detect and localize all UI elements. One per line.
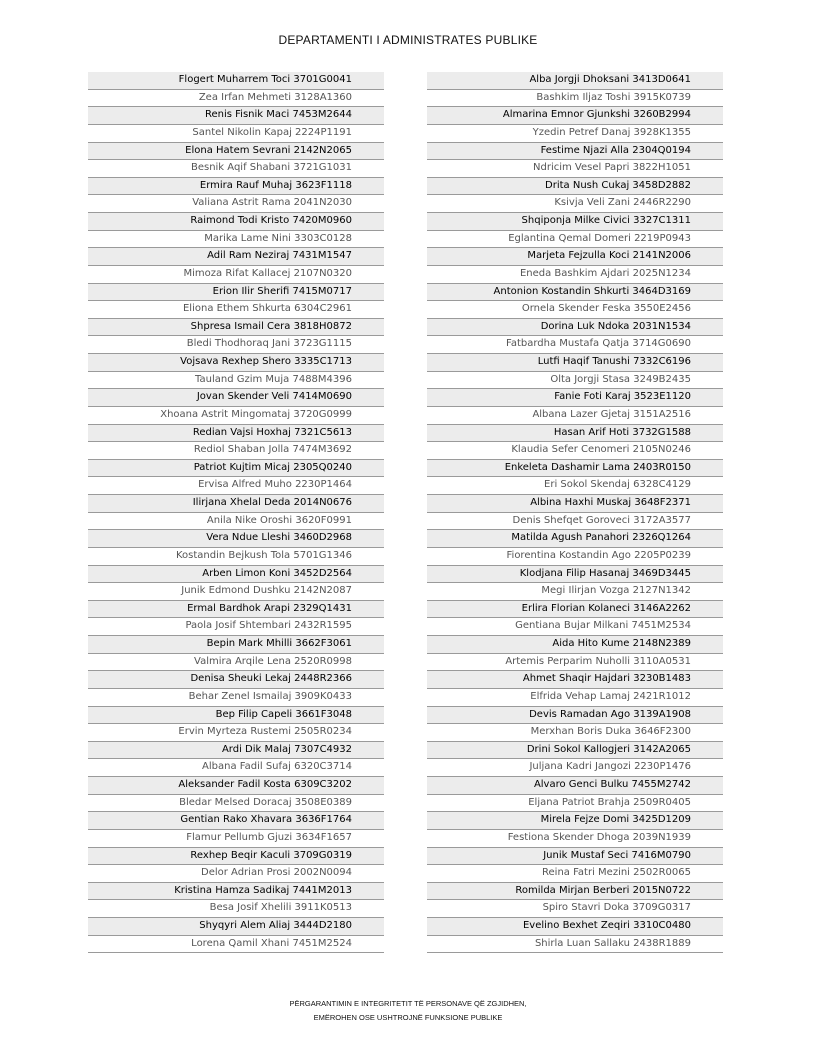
list-item: Hasan Arif Hoti 3732G1588: [427, 425, 723, 443]
list-item: Bepin Mark Mhilli 3662F3061: [88, 636, 384, 654]
list-item: Valmira Arqile Lena 2520R0998: [88, 654, 384, 672]
list-item: Bledar Melsed Doracaj 3508E0389: [88, 795, 384, 813]
list-item: Festime Njazi Alla 2304Q0194: [427, 143, 723, 161]
list-item: Bep Filip Capeli 3661F3048: [88, 707, 384, 725]
list-item: Evelino Bexhet Zeqiri 3310C0480: [427, 918, 723, 936]
list-item: Junik Edmond Dushku 2142N2087: [88, 583, 384, 601]
list-item: Drita Nush Cukaj 3458D2882: [427, 178, 723, 196]
footer-line-1: PËRGARANTIMIN E INTEGRITETIT TË PERSONAVE QË ZGJIDHEN,: [289, 999, 527, 1008]
list-item: Ardi Dik Malaj 7307C4932: [88, 742, 384, 760]
list-item: Almarina Emnor Gjunkshi 3260B2994: [427, 107, 723, 125]
list-item: Xhoana Astrit Mingomataj 3720G0999: [88, 407, 384, 425]
list-item: Devis Ramadan Ago 3139A1908: [427, 707, 723, 725]
list-item: Besnik Aqif Shabani 3721G1031: [88, 160, 384, 178]
list-item: Ermal Bardhok Arapi 2329Q1431: [88, 601, 384, 619]
list-item: Eneda Bashkim Ajdari 2025N1234: [427, 266, 723, 284]
list-item: Denisa Sheuki Lekaj 2448R2366: [88, 671, 384, 689]
list-item: Klodjana Filip Hasanaj 3469D3445: [427, 566, 723, 584]
list-item: Santel Nikolin Kapaj 2224P1191: [88, 125, 384, 143]
list-item: Bashkim Iljaz Toshi 3915K0739: [427, 90, 723, 108]
list-item: Ermira Rauf Muhaj 3623F1118: [88, 178, 384, 196]
list-item: Adil Ram Neziraj 7431M1547: [88, 248, 384, 266]
list-item: Shqiponja Milke Civici 3327C1311: [427, 213, 723, 231]
list-item: Merxhan Boris Duka 3646F2300: [427, 724, 723, 742]
list-item: Mimoza Rifat Kallacej 2107N0320: [88, 266, 384, 284]
list-item: Eglantina Qemal Domeri 2219P0943: [427, 231, 723, 249]
list-item: Jovan Skender Veli 7414M0690: [88, 389, 384, 407]
list-item: Yzedin Petref Danaj 3928K1355: [427, 125, 723, 143]
list-item: Raimond Todi Kristo 7420M0960: [88, 213, 384, 231]
list-item: Albina Haxhi Muskaj 3648F2371: [427, 495, 723, 513]
list-item: Olta Jorgji Stasa 3249B2435: [427, 372, 723, 390]
list-item: Drini Sokol Kallogjeri 3142A2065: [427, 742, 723, 760]
list-item: Gentiana Bujar Milkani 7451M2534: [427, 618, 723, 636]
list-item: Eri Sokol Skendaj 6328C4129: [427, 477, 723, 495]
list-item: Rexhep Beqir Kaculi 3709G0319: [88, 848, 384, 866]
list-item: Delor Adrian Prosi 2002N0094: [88, 865, 384, 883]
list-item: Erion Ilir Sherifi 7415M0717: [88, 284, 384, 302]
list-item: Albana Lazer Gjetaj 3151A2516: [427, 407, 723, 425]
right-name-list: [427, 72, 723, 953]
list-item: Alvaro Genci Bulku 7455M2742: [427, 777, 723, 795]
list-item: Elfrida Vehap Lamaj 2421R1012: [427, 689, 723, 707]
list-item: Shyqyri Alem Aliaj 3444D2180: [88, 918, 384, 936]
left-name-list: [88, 72, 384, 953]
list-item: Tauland Gzim Muja 7488M4396: [88, 372, 384, 390]
list-item: Fanie Foti Karaj 3523E1120: [427, 389, 723, 407]
list-item: Artemis Perparim Nuholli 3110A0531: [427, 654, 723, 672]
list-item: Marjeta Fejzulla Koci 2141N2006: [427, 248, 723, 266]
list-item: Eliona Ethem Shkurta 6304C2961: [88, 301, 384, 319]
list-item: Dorina Luk Ndoka 2031N1534: [427, 319, 723, 337]
list-item: Flamur Pellumb Gjuzi 3634F1657: [88, 830, 384, 848]
list-item: Ahmet Shaqir Hajdari 3230B1483: [427, 671, 723, 689]
list-item: Paola Josif Shtembari 2432R1595: [88, 618, 384, 636]
list-item: Enkeleta Dashamir Lama 2403R0150: [427, 460, 723, 478]
list-item: Lutfi Haqif Tanushi 7332C6196: [427, 354, 723, 372]
list-item: Ndricim Vesel Papri 3822H1051: [427, 160, 723, 178]
list-item: Kostandin Bejkush Tola 5701G1346: [88, 548, 384, 566]
list-item: Ervisa Alfred Muho 2230P1464: [88, 477, 384, 495]
list-item: Elona Hatem Sevrani 2142N2065: [88, 143, 384, 161]
list-item: Ilirjana Xhelal Deda 2014N0676: [88, 495, 384, 513]
list-item: Alba Jorgji Dhoksani 3413D0641: [427, 72, 723, 90]
list-item: Renis Fisnik Maci 7453M2644: [88, 107, 384, 125]
list-item: Ksivja Veli Zani 2446R2290: [427, 195, 723, 213]
list-item: Albana Fadil Sufaj 6320C3714: [88, 759, 384, 777]
list-item: Zea Irfan Mehmeti 3128A1360: [88, 90, 384, 108]
page-title: DEPARTAMENTI I ADMINISTRATES PUBLIKE: [278, 33, 538, 47]
list-item: Romilda Mirjan Berberi 2015N0722: [427, 883, 723, 901]
list-item: Marika Lame Nini 3303C0128: [88, 231, 384, 249]
list-item: Eljana Patriot Brahja 2509R0405: [427, 795, 723, 813]
list-item: Anila Nike Oroshi 3620F0991: [88, 513, 384, 531]
list-item: Lorena Qamil Xhani 7451M2524: [88, 936, 384, 954]
list-item: Ervin Myrteza Rustemi 2505R0234: [88, 724, 384, 742]
list-item: Festiona Skender Dhoga 2039N1939: [427, 830, 723, 848]
list-item: Shpresa Ismail Cera 3818H0872: [88, 319, 384, 337]
list-item: Erlira Florian Kolaneci 3146A2262: [427, 601, 723, 619]
list-item: Vojsava Rexhep Shero 3335C1713: [88, 354, 384, 372]
list-item: Arben Limon Koni 3452D2564: [88, 566, 384, 584]
list-item: Redian Vajsi Hoxhaj 7321C5613: [88, 425, 384, 443]
footer-line-2: EMËROHEN OSE USHTROJNË FUNKSIONE PUBLIKE: [313, 1013, 503, 1022]
list-item: Matilda Agush Panahori 2326Q1264: [427, 530, 723, 548]
list-item: Valiana Astrit Rama 2041N2030: [88, 195, 384, 213]
list-item: Mirela Fejze Domi 3425D1209: [427, 812, 723, 830]
list-item: Fatbardha Mustafa Qatja 3714G0690: [427, 336, 723, 354]
list-item: Aleksander Fadil Kosta 6309C3202: [88, 777, 384, 795]
list-item: Patriot Kujtim Micaj 2305Q0240: [88, 460, 384, 478]
list-item: Fiorentina Kostandin Ago 2205P0239: [427, 548, 723, 566]
list-item: Vera Ndue Lleshi 3460D2968: [88, 530, 384, 548]
list-item: Behar Zenel Ismailaj 3909K0433: [88, 689, 384, 707]
list-item: Reina Fatri Mezini 2502R0065: [427, 865, 723, 883]
list-item: Rediol Shaban Jolla 7474M3692: [88, 442, 384, 460]
list-item: Antonion Kostandin Shkurti 3464D3169: [427, 284, 723, 302]
list-item: Besa Josif Xhelili 3911K0513: [88, 900, 384, 918]
list-item: Kristina Hamza Sadikaj 7441M2013: [88, 883, 384, 901]
list-item: Shirla Luan Sallaku 2438R1889: [427, 936, 723, 954]
list-item: Junik Mustaf Seci 7416M0790: [427, 848, 723, 866]
list-item: Spiro Stavri Doka 3709G0317: [427, 900, 723, 918]
list-item: Gentian Rako Xhavara 3636F1764: [88, 812, 384, 830]
list-item: Flogert Muharrem Toci 3701G0041: [88, 72, 384, 90]
list-item: Denis Shefqet Goroveci 3172A3577: [427, 513, 723, 531]
list-item: Juljana Kadri Jangozi 2230P1476: [427, 759, 723, 777]
list-item: Ornela Skender Feska 3550E2456: [427, 301, 723, 319]
list-item: Aida Hito Kume 2148N2389: [427, 636, 723, 654]
list-item: Megi Ilirjan Vozga 2127N1342: [427, 583, 723, 601]
list-item: Klaudia Sefer Cenomeri 2105N0246: [427, 442, 723, 460]
list-item: Bledi Thodhoraq Jani 3723G1115: [88, 336, 384, 354]
